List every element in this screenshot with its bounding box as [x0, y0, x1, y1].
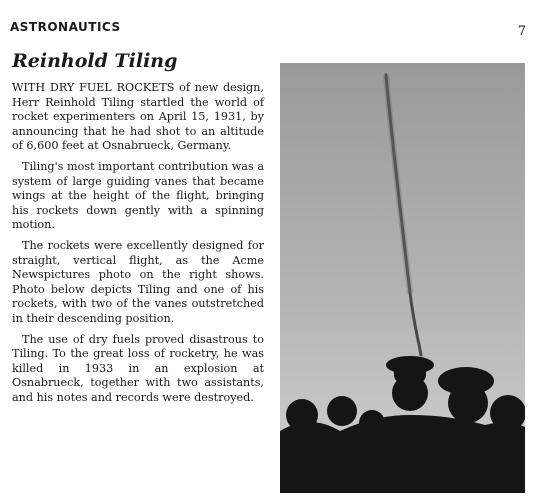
paragraph-1 — [12, 81, 264, 154]
rocket-photo-image — [280, 63, 525, 493]
page-number: 7 — [517, 24, 526, 39]
article-body — [12, 81, 264, 411]
article-title: Reinhold Tiling — [12, 50, 178, 72]
section-header: ASTRONAUTICS — [10, 20, 121, 34]
lead-in: WITH DRY FUEL ROCKETS — [12, 81, 175, 94]
paragraph-2: Tiling's most important contribution was a system of large guiding vanes that became wings at the height of the flight, bringing his rockets down gently with a spinning motion. — [12, 159, 264, 232]
rocket-launch-photo — [280, 63, 525, 493]
paragraph-4: The use of dry fuels proved disastrous to Tiling. To the great loss of rocketry, he was killed in 1933 in an explosion at Osnabrueck, together with two assistants, and his notes and records were destroyed. — [12, 332, 264, 404]
paragraph-3: The rockets were excellently designed for straight, vertical flight, as the Acme Newspictures photo on the right shows. Photo below depicts Tiling and one of his rockets, with two of the vanes outstretched in their descending position. — [12, 238, 264, 325]
paragraph-1-text: of new design, Herr Reinhold Tiling startled the world of rocket experimenters on April 15, 1931, by announcing that he had shot to an altitude of 6,600 feet at Osnabrueck, Germany. — [12, 81, 264, 153]
